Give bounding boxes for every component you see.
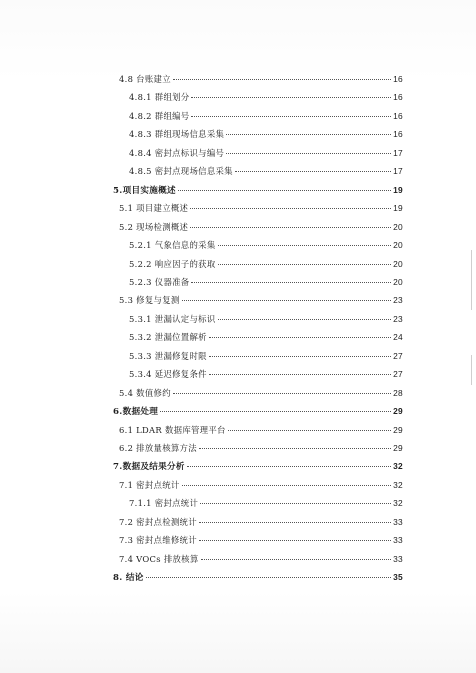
scan-edge-mark xyxy=(471,355,472,385)
toc-dot-leader xyxy=(226,152,391,154)
toc-entry-label: 5.项目实施概述 xyxy=(113,185,176,196)
toc-entry-label: 6.数据处理 xyxy=(113,407,159,418)
toc-dot-leader xyxy=(228,429,391,431)
toc-entry-label: 5.3.2 泄漏位置解析 xyxy=(129,332,207,343)
toc-entry-page-number: 20 xyxy=(393,276,403,287)
toc-entry-page-number: 35 xyxy=(393,572,403,583)
toc-entry-page-number: 20 xyxy=(393,240,403,251)
toc-entry-page-number: 20 xyxy=(393,258,403,269)
toc-dot-leader xyxy=(199,521,391,523)
toc-entry-label: 5.3.1 泄漏认定与标识 xyxy=(129,313,216,324)
toc-dot-leader xyxy=(200,502,391,504)
toc-dot-leader xyxy=(182,484,392,486)
toc-entry-page-number: 32 xyxy=(393,479,403,490)
toc-entry-page-number: 32 xyxy=(393,461,403,472)
toc-entry-page-number: 33 xyxy=(393,516,403,527)
toc-dot-leader xyxy=(191,96,391,98)
toc-entry-page-number: 33 xyxy=(393,535,403,546)
toc-dot-leader xyxy=(226,133,391,135)
toc-entry-page-number: 33 xyxy=(393,553,403,564)
toc-dot-leader xyxy=(190,226,391,228)
toc-entry[interactable] xyxy=(113,404,403,418)
toc-entry-page-number: 27 xyxy=(393,369,403,380)
toc-entry-page-number: 16 xyxy=(393,74,403,84)
toc-entry-label: 5.4 数值修约 xyxy=(119,387,171,398)
toc-dot-leader xyxy=(201,558,392,560)
toc-entry-label: 4.8.1 群组划分 xyxy=(129,92,190,103)
toc-entry-page-number: 29 xyxy=(393,443,403,453)
toc-entry-page-number: 28 xyxy=(393,387,403,398)
toc-dot-leader xyxy=(160,410,391,412)
toc-entry-label: 4.8.2 群组编号 xyxy=(129,110,190,121)
toc-entry-page-number: 16 xyxy=(393,129,403,140)
toc-entry-label: 5.2.1 气象信息的采集 xyxy=(129,240,216,251)
toc-entry-label: 4.8.3 群组现场信息采集 xyxy=(129,129,225,140)
toc-entry-label: 5.2 现场检测概述 xyxy=(119,221,189,232)
toc-entry[interactable] xyxy=(119,552,403,566)
toc-entry-page-number: 29 xyxy=(393,406,403,417)
toc-entry-label: 5.3.3 泄漏修复时限 xyxy=(129,350,207,361)
toc-dot-leader xyxy=(173,392,391,394)
toc-dot-leader xyxy=(191,115,391,117)
toc-entry-label: 8. 结论 xyxy=(113,573,144,584)
toc-entry-label: 5.1 项目建立概述 xyxy=(119,203,189,214)
toc-dot-leader xyxy=(209,355,391,357)
toc-entry[interactable] xyxy=(129,90,403,104)
toc-entry-label: 6.1 LDAR 数据库管理平台 xyxy=(119,424,226,435)
toc-entry[interactable] xyxy=(113,459,403,473)
toc-entry[interactable] xyxy=(129,146,403,160)
toc-entry[interactable] xyxy=(129,238,403,252)
toc-entry-page-number: 24 xyxy=(393,332,403,343)
toc-dot-leader xyxy=(199,539,391,541)
toc-entry-page-number: 19 xyxy=(393,184,403,195)
toc-entry-label: 5.2.2 响应因子的获取 xyxy=(129,258,216,269)
toc-entry[interactable] xyxy=(119,220,403,234)
toc-dot-leader xyxy=(209,373,391,375)
toc-entry[interactable] xyxy=(129,257,403,271)
toc-entry[interactable] xyxy=(129,275,403,289)
toc-dot-leader xyxy=(187,465,391,467)
toc-entry-page-number: 23 xyxy=(393,313,403,324)
toc-entry-label: 7.4 VOCs 排放核算 xyxy=(119,553,199,564)
scan-edge-mark xyxy=(471,250,472,310)
toc-entry[interactable] xyxy=(129,109,403,123)
toc-dot-leader xyxy=(218,263,392,265)
toc-entry-page-number: 27 xyxy=(393,350,403,361)
toc-entry[interactable] xyxy=(129,312,403,326)
toc-entry-label: 5.3.4 延迟修复条件 xyxy=(129,369,207,380)
toc-entry[interactable] xyxy=(113,570,403,584)
toc-entry-page-number: 32 xyxy=(393,498,403,509)
toc-dot-leader xyxy=(209,336,391,338)
toc-entry[interactable] xyxy=(113,183,403,197)
toc-dot-leader xyxy=(218,318,392,320)
toc-entry-label: 4.8 台账建立 xyxy=(119,74,171,84)
toc-entry[interactable] xyxy=(119,423,403,437)
toc-dot-leader xyxy=(191,281,391,283)
toc-entry[interactable] xyxy=(119,515,403,529)
toc-entry[interactable] xyxy=(129,496,403,510)
toc-entry[interactable] xyxy=(129,367,403,381)
toc-dot-leader xyxy=(190,207,391,209)
toc-entry[interactable] xyxy=(119,293,403,307)
toc-entry-page-number: 17 xyxy=(393,147,403,158)
toc-entry-page-number: 16 xyxy=(393,92,403,103)
toc-entry-label: 4.8.5 密封点现场信息采集 xyxy=(129,166,233,177)
toc-entry[interactable] xyxy=(129,349,403,363)
toc-dot-leader xyxy=(146,576,391,578)
toc-entry[interactable] xyxy=(119,441,403,455)
toc-dot-leader xyxy=(218,244,392,246)
toc-dot-leader xyxy=(235,170,391,172)
toc-entry-label: 4.8.4 密封点标识与编号 xyxy=(129,147,225,158)
toc-entry-label: 7.1.1 密封点统计 xyxy=(129,498,199,509)
toc-entry[interactable] xyxy=(119,386,403,400)
toc-entry[interactable] xyxy=(129,330,403,344)
toc-entry[interactable] xyxy=(119,201,403,215)
toc-entry-label: 7.3 密封点维修统计 xyxy=(119,535,197,546)
toc-entry[interactable] xyxy=(119,72,403,86)
toc-entry[interactable] xyxy=(129,164,403,178)
toc-entry-page-number: 16 xyxy=(393,110,403,121)
toc-dot-leader xyxy=(173,78,391,80)
toc-dot-leader xyxy=(182,299,392,301)
toc-entry-label: 5.2.3 仪器准备 xyxy=(129,276,190,287)
toc-entry[interactable] xyxy=(119,533,403,547)
toc-entry-page-number: 29 xyxy=(393,424,403,435)
toc-entry-page-number: 20 xyxy=(393,221,403,232)
toc-entry[interactable] xyxy=(129,127,403,141)
toc-entry-page-number: 23 xyxy=(393,295,403,306)
toc-entry-label: 7.1 密封点统计 xyxy=(119,479,180,490)
toc-entry-page-number: 17 xyxy=(393,166,403,177)
toc-entry-label: 6.2 排放量核算方法 xyxy=(119,443,197,453)
toc-entry[interactable] xyxy=(119,478,403,492)
toc-entry-label: 5.3 修复与复测 xyxy=(119,295,180,306)
toc-dot-leader xyxy=(178,189,391,191)
toc-dot-leader xyxy=(199,447,391,449)
toc-entry-label: 7.2 密封点检测统计 xyxy=(119,516,197,527)
toc-entry-label: 7.数据及结果分析 xyxy=(113,462,185,473)
toc-entry-page-number: 19 xyxy=(393,203,403,214)
